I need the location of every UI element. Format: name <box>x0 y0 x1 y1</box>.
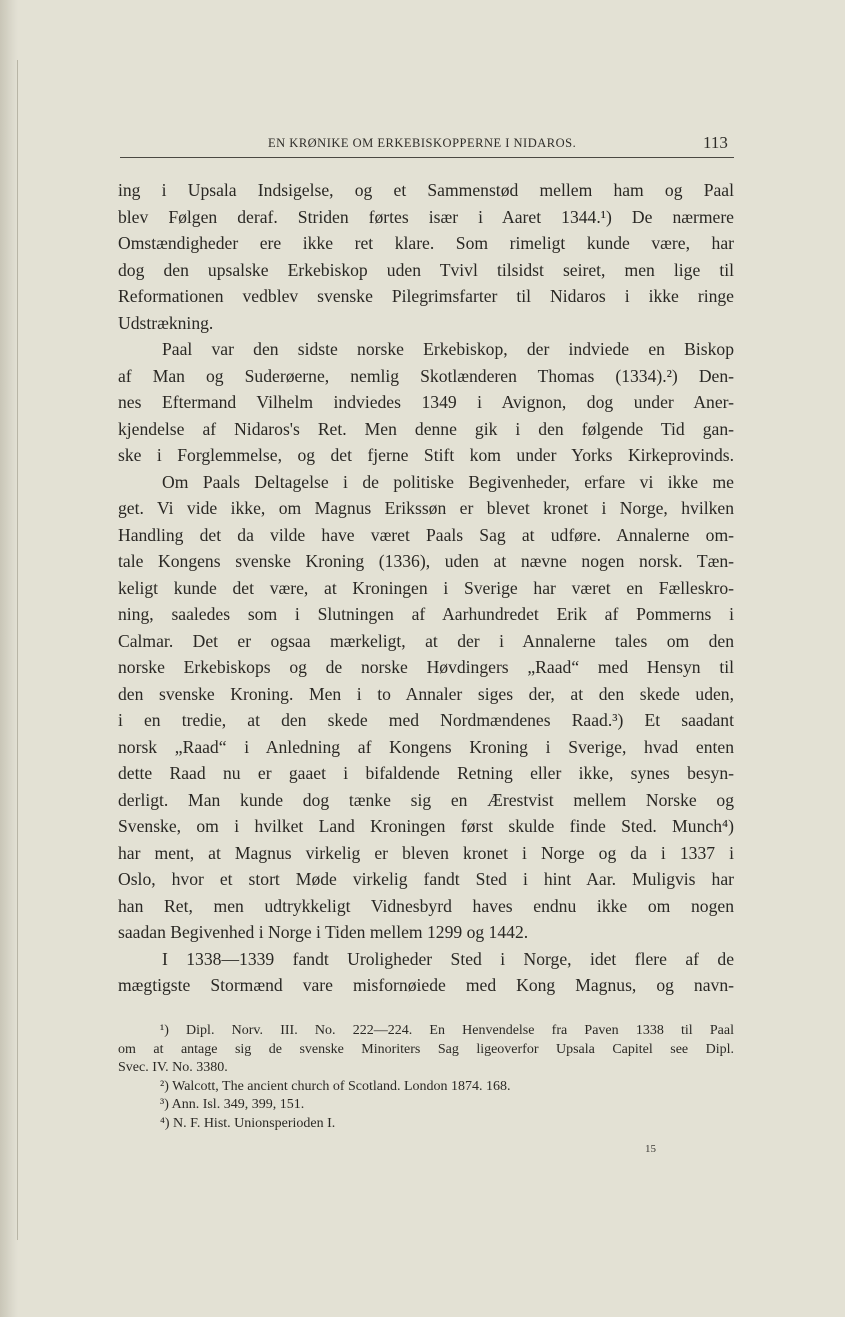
footnote-line: ³) Ann. Isl. 349, 399, 151. <box>160 1097 305 1112</box>
body-line: I 1338—1339 fandt Uroligheder Sted i Norge, idet flere af de <box>162 948 734 969</box>
body-line: saadan Begivenhed i Norge i Tiden mellem 1299 og 1442. <box>118 922 529 942</box>
body-line: get. Vi vide ikke, om Magnus Erikssøn er blevet kronet i Norge, hvilken <box>118 498 734 518</box>
body-line: af Man og Suderøerne, nemlig Skotlænderen Thomas (1334).²) Den- <box>118 365 734 386</box>
body-line: den svenske Kroning. Men i to Annaler siges der, at den skede uden, <box>118 683 734 704</box>
body-line: kjendelse af Nidaros's Ret. Men denne gik i den følgende Tid gan- <box>118 418 734 439</box>
body-line: dette Raad nu er gaaet i bifaldende Retning eller ikke, synes besyn- <box>118 763 734 783</box>
footnote-line: ²) Walcott, The ancient church of Scotland. London 1874. 168. <box>160 1078 511 1094</box>
signature-mark: 15 <box>645 1143 656 1155</box>
body-line: han Ret, men udtrykkeligt Vidnesbyrd haves endnu ikke om nogen <box>118 895 734 916</box>
body-line: Handling det da vilde have været Paals Sag at udføre. Annalerne om- <box>118 524 734 545</box>
body-line: Reformationen vedblev svenske Pilegrimsfarter til Nidaros i ikke ringe <box>118 286 734 306</box>
body-line: derligt. Man kunde dog tænke sig en Ærestvist mellem Norske og <box>118 789 734 810</box>
footnote-line: om at antage sig de svenske Minoriters Sag ligeoverfor Upsala Capitel see Dipl. <box>118 1041 734 1057</box>
footnote-line: Svec. IV. No. 3380. <box>118 1060 228 1075</box>
body-line: Om Paals Deltagelse i de politiske Begivenheder, erfare vi ikke me <box>162 471 734 492</box>
page-number: 113 <box>703 133 728 152</box>
body-line: Svenske, om i hvilket Land Kroningen først skulde finde Sted. Munch⁴) <box>118 816 734 836</box>
page-edge <box>0 0 18 1317</box>
body-line: norsk „Raad“ i Anledning af Kongens Kroning i Sverige, hvad enten <box>118 736 734 757</box>
footnote-line: ¹) Dipl. Norv. III. No. 222—224. En Henvendelse fra Paven 1338 til Paal <box>160 1023 734 1038</box>
body-line: tale Kongens svenske Kroning (1336), uden at nævne nogen norsk. Tæn- <box>118 551 734 571</box>
body-line: Paal var den sidste norske Erkebiskop, der indviede en Biskop <box>162 339 734 359</box>
body-line: ning, saaledes som i Slutningen af Aarhundredet Erik af Pommerns i <box>118 604 734 624</box>
body-text <box>118 177 734 999</box>
body-line: Calmar. Det er ogsaa mærkeligt, at der i Annalerne tales om den <box>118 630 734 651</box>
page-edge-line <box>17 60 18 1240</box>
body-line: ske i Forglemmelse, og det fjerne Stift kom under Yorks Kirkeprovinds. <box>118 445 734 465</box>
body-line: blev Følgen deraf. Striden førtes især i Aaret 1344.¹) De nærmere <box>118 206 734 227</box>
body-line: ing i Upsala Indsigelse, og et Sammenstød mellem ham og Paal <box>118 180 734 200</box>
body-line: i en tredie, at den skede med Nordmændenes Raad.³) Et saadant <box>118 710 734 730</box>
body-line: nes Eftermand Vilhelm indviedes 1349 i Avignon, dog under Aner- <box>118 392 734 412</box>
body-line: norske Erkebiskops og de norske Høvdingers „Raad“ med Hensyn til <box>118 657 734 677</box>
footnotes <box>118 1022 734 1133</box>
body-line: keligt kunde det være, at Kroningen i Sverige har været en Fælleskro- <box>118 577 734 598</box>
body-line: mægtigste Stormænd vare misfornøiede med Kong Magnus, og navn- <box>118 975 734 995</box>
running-head: EN KRØNIKE OM ERKEBISKOPPERNE I NIDAROS. <box>268 136 577 150</box>
body-line: Omstændigheder ere ikke ret klare. Som rimeligt kunde være, har <box>118 233 734 253</box>
body-line: Udstrækning. <box>118 312 214 333</box>
header-rule <box>120 157 734 158</box>
body-line: dog den upsalske Erkebiskop uden Tvivl tilsidst seiret, men lige til <box>118 259 734 280</box>
body-line: har ment, at Magnus virkelig er bleven kronet i Norge og da i 1337 i <box>118 842 734 863</box>
body-line: Oslo, hvor et stort Møde virkelig fandt Sted i hint Aar. Muligvis har <box>118 869 734 889</box>
footnote-line: ⁴) N. F. Hist. Unionsperioden I. <box>160 1115 336 1131</box>
